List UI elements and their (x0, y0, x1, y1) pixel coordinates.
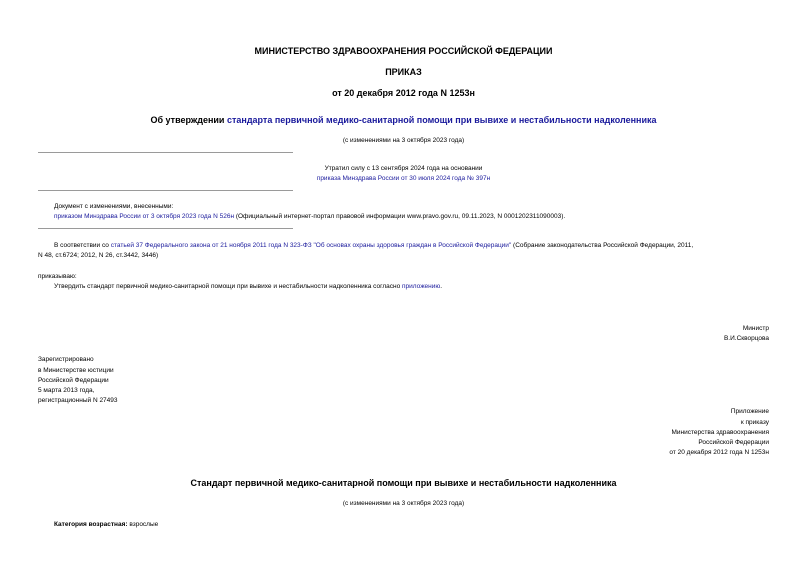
preamble-line-2: N 48, ст.6724; 2012, N 26, ст.3442, 3446) (38, 252, 159, 259)
order-text-body: Утвердить стандарт первичной медико-санитарной помощи при вывихе и нестабильности надколенника согласно (54, 283, 403, 290)
expired-notice-source (0, 174, 807, 183)
preamble-prefix: В соответствии со (54, 242, 111, 249)
amended-note: (с изменениями на 3 октября 2023 года) (342, 137, 465, 144)
order-date-number: от 20 декабря 2012 года N 1253н (332, 88, 475, 98)
registration-line: 5 марта 2013 года, (38, 387, 95, 394)
order-text-end: . (440, 283, 443, 290)
federal-law-link[interactable]: статьей 37 Федерального закона от 21 ноября 2011 года N 323-ФЗ "Об основах охраны здоровья граждан в Российской Федерации" (110, 242, 512, 249)
appendix-link[interactable]: приложению (402, 283, 441, 290)
standard-amended-note: (с изменениями на 3 октября 2023 года) (342, 500, 465, 507)
amendments-line (54, 212, 565, 221)
appendix-line: от 20 декабря 2012 года N 1253н (669, 449, 769, 456)
signature-position: Министр (742, 325, 769, 332)
expired-notice: Утратил силу с 13 сентября 2024 года на основании (324, 165, 483, 172)
registration-line: в Министерстве юстиции (38, 367, 114, 374)
registration-line: Российской Федерации (38, 377, 109, 384)
age-category-label: Категория возрастная: (54, 521, 128, 528)
divider (38, 152, 293, 153)
appendix-line: Российской Федерации (698, 439, 769, 446)
amendment-order-link[interactable]: приказом Минздрава России от 3 октября 2023 года N 526н (54, 213, 235, 220)
ministry-heading: МИНИСТЕРСТВО ЗДРАВООХРАНЕНИЯ РОССИЙСКОЙ ФЕДЕРАЦИИ (254, 46, 553, 56)
age-category-value: взрослые (127, 521, 159, 528)
appendix-line: к приказу (740, 419, 769, 426)
registration-line: Зарегистрировано (38, 356, 94, 363)
order-text (54, 282, 442, 291)
appendix-line: Приложение (730, 408, 769, 415)
title-prefix: Об утверждении (150, 115, 227, 125)
order-verb: приказываю: (38, 273, 77, 280)
divider (38, 228, 293, 229)
signature-name: В.И.Скворцова (723, 335, 769, 342)
amendments-label: Документ с изменениями, внесенными: (54, 203, 174, 210)
registration-line: регистрационный N 27493 (38, 397, 118, 404)
divider (38, 190, 293, 191)
preamble-suffix: (Собрание законодательства Российской Федерации, 2011, (511, 242, 694, 249)
document-title (0, 115, 807, 126)
standard-title: Стандарт первичной медико-санитарной помощи при вывихе и нестабильности надколенника (190, 478, 617, 488)
appendix-line: Министерства здравоохранения (671, 429, 769, 436)
preamble-line-1 (54, 241, 693, 250)
amendment-source: (Официальный интернет-портал правовой информации www.pravo.gov.ru, 09.11.2023, N 0001202311090003). (234, 213, 566, 220)
age-category (54, 520, 158, 529)
doc-type-heading: ПРИКАЗ (385, 67, 422, 77)
repeal-order-link[interactable]: приказа Минздрава России от 30 июля 2024 года № 397н (316, 175, 491, 182)
standard-title-link[interactable]: стандарта первичной медико-санитарной помощи при вывихе и нестабильности надколенника (226, 115, 657, 125)
